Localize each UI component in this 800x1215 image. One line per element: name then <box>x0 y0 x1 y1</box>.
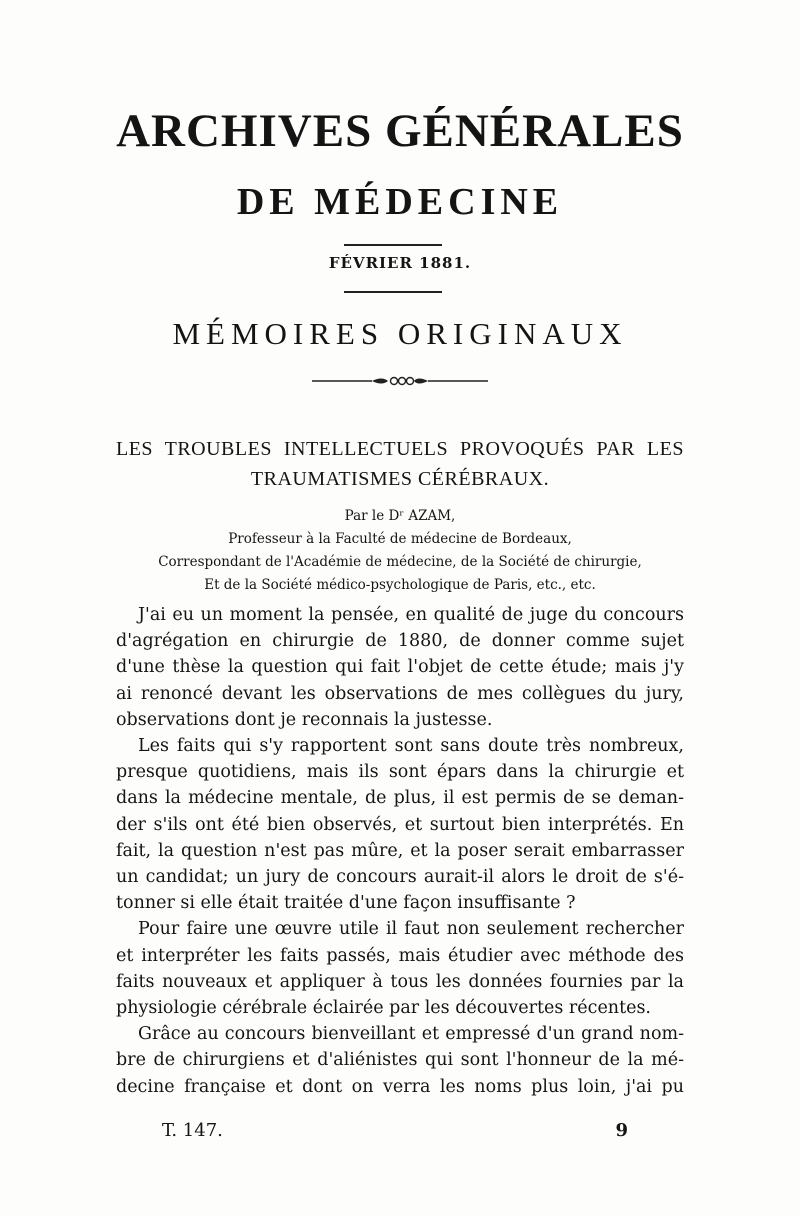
signature-mark: 9 <box>615 1120 628 1141</box>
article-title-line: TRAUMATISMES CÉRÉBRAUX. <box>250 468 550 490</box>
issue-date: FÉVRIER 1881. <box>328 254 472 272</box>
text-line: ai renoncé devant les observations de mes collègues du jury, <box>116 683 684 704</box>
text-line: fait, la question n'est pas mûre, et la poser serait embarrasser <box>116 840 684 861</box>
text-line: dans la médecine mentale, de plus, il est permis de se deman- <box>116 788 684 809</box>
top-rule <box>344 244 442 246</box>
text-line: tonner si elle était traitée d'une façon insuffisante ? <box>116 893 576 914</box>
paragraph <box>116 916 684 1021</box>
author-name: Par le Dʳ AZAM, <box>344 508 456 524</box>
section-heading: MÉMOIRES ORIGINAUX <box>172 316 628 351</box>
text-line: faits nouveaux et appliquer à tous les données fournies par la <box>116 971 684 992</box>
text-line: physiologie cérébrale éclairée par les découvertes récentes. <box>116 998 651 1019</box>
paragraph <box>116 733 684 916</box>
author-credential: Professeur à la Faculté de médecine de Bordeaux, <box>228 531 572 547</box>
text-line: Grâce au concours bienveillant et empressé d'un grand nom- <box>138 1024 684 1045</box>
journal-title: ARCHIVES GÉNÉRALES <box>116 105 684 157</box>
journal-subtitle: DE MÉDECINE <box>236 181 564 223</box>
text-line: d'une thèse la question qui fait l'objet de cette étude; mais j'y <box>116 657 684 678</box>
text-line: decine française et dont on verra les noms plus loin, j'ai pu <box>116 1076 684 1097</box>
author-credential: Et de la Société médico-psychologique de Paris, etc., etc. <box>204 577 596 593</box>
text-line: un candidat; un jury de concours aurait-il alors le droit de s'é- <box>116 867 684 888</box>
text-line: observations dont je reconnais la justesse. <box>116 709 493 730</box>
text-line: bre de chirurgiens et d'aliénistes qui sont l'honneur de la mé- <box>116 1050 684 1071</box>
paragraph <box>116 602 684 733</box>
article-title-line: LES TROUBLES INTELLECTUELS PROVOQUÉS PAR LES <box>116 438 684 460</box>
text-line: presque quotidiens, mais ils sont épars dans la chirurgie et <box>116 762 684 783</box>
text-line: Pour faire une œuvre utile il faut non seulement rechercher <box>138 919 684 940</box>
text-line: et interpréter les faits passés, mais étudier avec méthode des <box>116 945 684 966</box>
text-line: d'agrégation en chirurgie de 1880, de donner comme sujet <box>116 631 684 652</box>
author-byline <box>110 505 690 597</box>
text-line: der s'ils ont été bien observés, et surtout bien interprétés. En <box>116 814 684 835</box>
volume-number: T. 147. <box>162 1120 223 1141</box>
text-line: Les faits qui s'y rapportent sont sans doute très nombreux, <box>138 736 684 757</box>
ornament-divider-icon <box>310 370 490 392</box>
text-line: J'ai eu un moment la pensée, en qualité de juge du concours <box>138 605 684 625</box>
article-body <box>116 602 684 1100</box>
middle-rule <box>344 291 442 293</box>
author-credential: Correspondant de l'Académie de médecine, de la Société de chirurgie, <box>158 554 642 570</box>
article-title <box>116 434 684 494</box>
paragraph <box>116 1021 684 1100</box>
